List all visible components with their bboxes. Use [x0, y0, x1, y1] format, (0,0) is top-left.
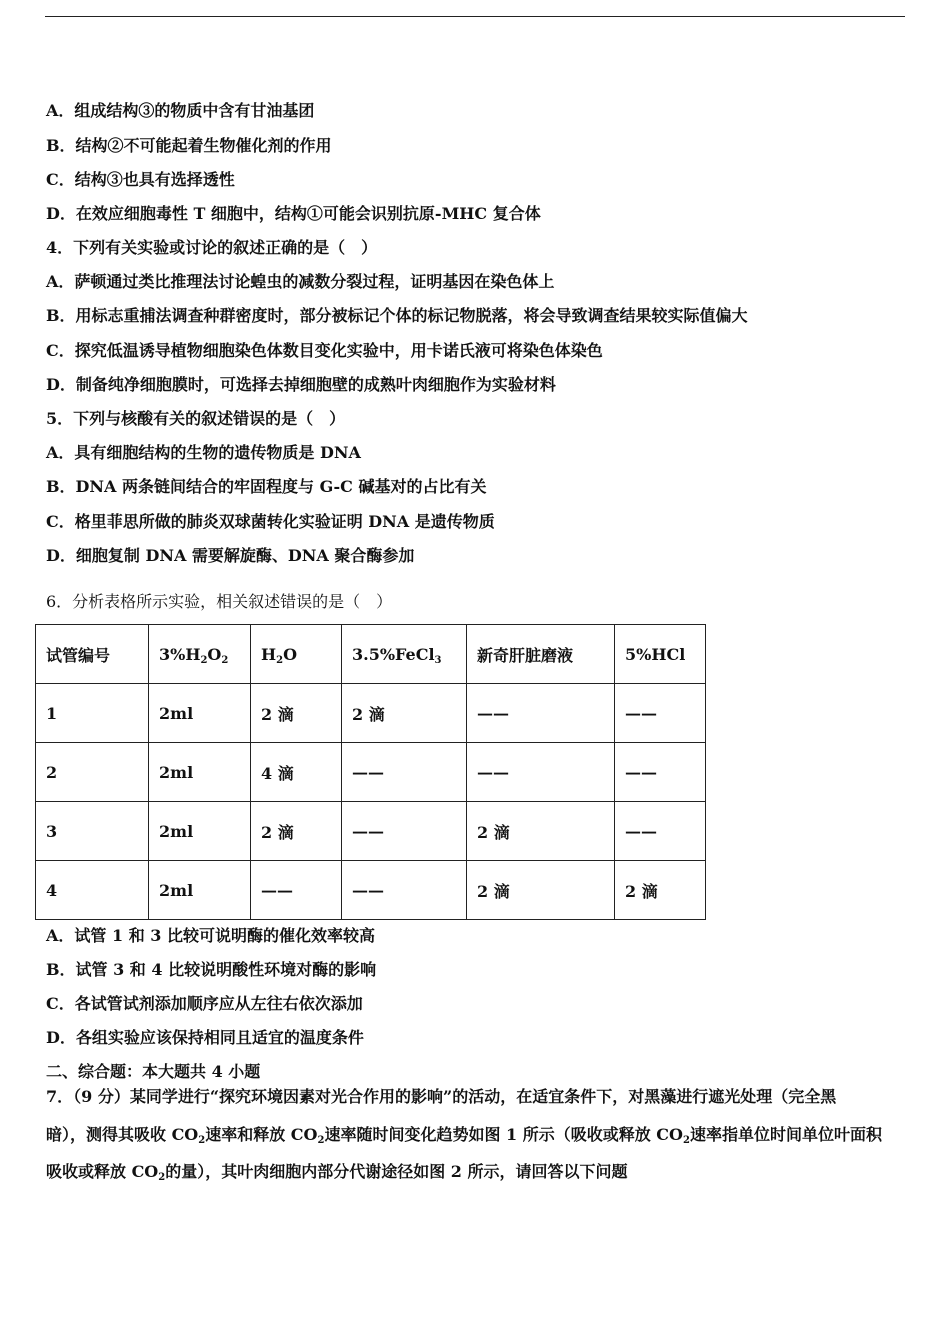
table-cell: 3 — [36, 802, 149, 861]
header-water: $H_2O$ — [251, 625, 342, 684]
q3-option-a: A．组成结构③的物质中含有甘油基团 — [46, 101, 315, 120]
q3-option-d: D．在效应细胞毒性 T 细胞中，结构①可能会识别抗原-MHC 复合体 — [46, 204, 541, 223]
table-cell: —— — [342, 861, 467, 920]
q4-option-b: B．用标志重捕法调查种群密度时，部分被标记个体的标记物脱落，将会导致调查结果较实际值偏大 — [46, 306, 748, 325]
q3-option-b: B．结构②不可能起着生物催化剂的作用 — [46, 136, 332, 155]
table-cell: 2 滴 — [467, 802, 615, 861]
section2-heading: 二、综合题：本大题共 4 小题 — [46, 1062, 261, 1081]
q5-option-c: C．格里菲思所做的肺炎双球菌转化实验证明 DNA 是遗传物质 — [46, 512, 495, 531]
table-row — [36, 861, 706, 920]
header-tube-number: 试管编号 — [36, 625, 149, 684]
table-cell: 2ml — [149, 684, 251, 743]
table-cell: 4 滴 — [251, 743, 342, 802]
q6-option-b: B．试管 3 和 4 比较说明酸性环境对酶的影响 — [46, 960, 377, 979]
header-rule — [45, 16, 905, 17]
table-cell: —— — [342, 743, 467, 802]
q5-option-a: A．具有细胞结构的生物的遗传物质是 DNA — [46, 443, 361, 462]
table-cell: 2ml — [149, 743, 251, 802]
table-cell: —— — [342, 802, 467, 861]
q6-option-d: D．各组实验应该保持相同且适宜的温度条件 — [46, 1028, 364, 1047]
q4-option-a: A．萨顿通过类比推理法讨论蝗虫的减数分裂过程，证明基因在染色体上 — [46, 272, 555, 291]
q6-stem: 6．分析表格所示实验，相关叙述错误的是（ ） — [46, 592, 393, 611]
table-cell: 2 滴 — [342, 684, 467, 743]
q7-line-3: 吸收或释放 $CO_2$的量），其叶肉细胞内部分代谢途径如图 2 所示，请回答以下问题 — [46, 1162, 628, 1183]
table-row — [36, 743, 706, 802]
table-cell: 2 滴 — [467, 861, 615, 920]
header-hcl: 5%HCl — [615, 625, 706, 684]
q6-option-c: C．各试管试剂添加顺序应从左往右依次添加 — [46, 994, 363, 1013]
table-cell: 2 滴 — [251, 684, 342, 743]
table-header-row — [36, 625, 706, 684]
q4-option-d: D．制备纯净细胞膜时，可选择去掉细胞壁的成熟叶肉细胞作为实验材料 — [46, 375, 556, 394]
table-cell: 2ml — [149, 802, 251, 861]
table-cell: —— — [615, 684, 706, 743]
table-cell: —— — [615, 802, 706, 861]
q7-line-2: 暗），测得其吸收 $CO_2$速率和释放 $CO_2$速率随时间变化趋势如图 1 所示（吸收或释放 $CO_2$速率指单位时间单位叶面积 — [46, 1125, 882, 1146]
table-cell: —— — [615, 743, 706, 802]
q3-option-c: C．结构③也具有选择透性 — [46, 170, 235, 189]
q4-option-c: C．探究低温诱导植物细胞染色体数目变化实验中，用卡诺氏液可将染色体染色 — [46, 341, 603, 360]
table-cell: 2 — [36, 743, 149, 802]
table-row — [36, 802, 706, 861]
table-cell: 2 滴 — [251, 802, 342, 861]
header-h2o2: $3\%H_2O_2$ — [149, 625, 251, 684]
header-fecl3: 3.5%FeCl$_3$ — [342, 625, 467, 684]
table-cell: 2ml — [149, 861, 251, 920]
table-cell: 1 — [36, 684, 149, 743]
q5-option-d: D．细胞复制 DNA 需要解旋酶、DNA 聚合酶参加 — [46, 546, 415, 565]
table-cell: —— — [467, 684, 615, 743]
table-cell: —— — [251, 861, 342, 920]
experiment-table — [35, 624, 706, 920]
q4-stem: 4．下列有关实验或讨论的叙述正确的是（ ） — [46, 238, 378, 257]
q6-option-a: A．试管 1 和 3 比较可说明酶的催化效率较高 — [46, 926, 375, 945]
table-cell: 4 — [36, 861, 149, 920]
q5-option-b: B．DNA 两条链间结合的牢固程度与 G-C 碱基对的占比有关 — [46, 477, 487, 496]
table-cell: 2 滴 — [615, 861, 706, 920]
q7-line-1: 7．（9 分）某同学进行“探究环境因素对光合作用的影响”的活动，在适宜条件下，对黑藻进行遮光处理（完全黑 — [46, 1087, 837, 1106]
q5-stem: 5．下列与核酸有关的叙述错误的是（ ） — [46, 409, 346, 428]
table-row — [36, 684, 706, 743]
header-liver-extract: 新奇肝脏磨液 — [467, 625, 615, 684]
table-cell: —— — [467, 743, 615, 802]
